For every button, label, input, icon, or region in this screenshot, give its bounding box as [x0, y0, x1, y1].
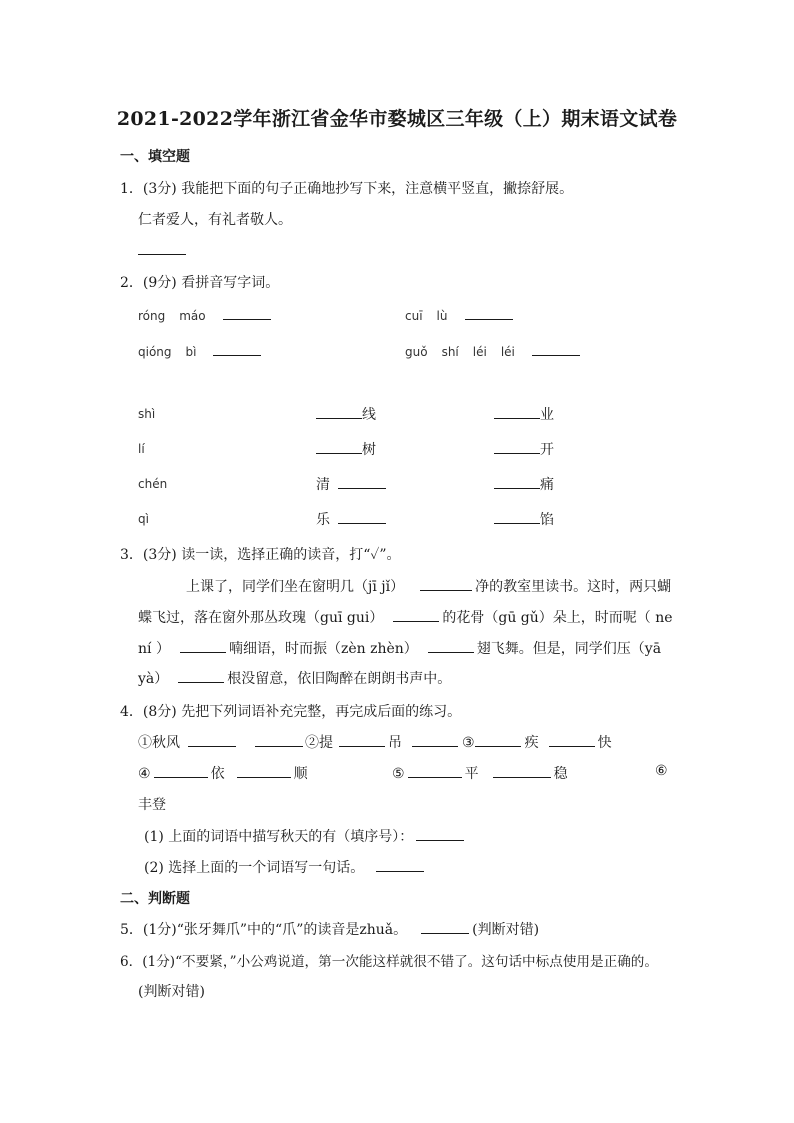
idiom-2: ②提 吊 — [255, 732, 461, 752]
question-3-line-4: yà） 根没留意，依旧陶醉在朗朗书声中。 — [138, 668, 451, 688]
question-3-label: 3．(3分) 读一读，选择正确的读音，打“✓”。 — [120, 547, 401, 563]
pinyin-row-1-left — [138, 305, 274, 323]
pinyin: guǒ — [405, 345, 428, 359]
pinyin-group-qi: qì — [138, 512, 149, 526]
answer-blank[interactable] — [180, 638, 226, 653]
idiom-6-text: 丰登 — [138, 797, 166, 813]
answer-blank[interactable] — [465, 305, 513, 320]
question-1-answer-blank[interactable] — [138, 240, 186, 259]
question-1-label: 1．(3分) 我能把下面的句子正确地抄写下来，注意横平竖直，撇捺舒展。 — [120, 181, 574, 197]
pinyin-group-shi: shì — [138, 407, 156, 421]
answer-blank[interactable] — [154, 763, 208, 778]
answer-blank[interactable] — [494, 439, 540, 454]
question-3-line-1: 上课了，同学们坐在窗明几（jī jǐ） 净的教室里读书。这时，两只蝴 — [186, 576, 671, 596]
word-blank-item: 清 — [316, 474, 389, 494]
pinyin-row-2-right — [405, 341, 583, 359]
answer-blank[interactable] — [188, 732, 236, 747]
answer-blank[interactable] — [213, 341, 261, 356]
word-blank-item: 树 — [316, 439, 376, 459]
pinyin: bì — [185, 345, 197, 359]
question-3-line-3: ní ） 喃细语，时而振（zèn zhèn） 翅飞舞。但是，同学们压（yā — [138, 638, 661, 658]
pinyin: róng — [138, 309, 166, 323]
answer-blank[interactable] — [408, 763, 462, 778]
section-judge-heading: 二、判断题 — [120, 891, 190, 907]
question-6-label: 6．(1分)“不要紧，”小公鸡说道，第一次能这样就很不错了。这句话中标点使用是正确的。 — [120, 954, 658, 970]
pinyin: lù — [436, 309, 448, 323]
question-4-label: 4．(8分) 先把下列词语补充完整，再完成后面的练习。 — [120, 704, 462, 720]
answer-blank[interactable] — [493, 763, 551, 778]
pinyin: cuī — [405, 309, 423, 323]
answer-blank[interactable] — [412, 732, 458, 747]
idiom-1: ①秋风 — [138, 732, 239, 752]
answer-blank[interactable] — [494, 509, 540, 524]
question-1-sentence: 仁者爱人，有礼者敬人。 — [138, 212, 292, 228]
word-blank-item: 痛 — [494, 474, 554, 494]
page-title: 2021-2022学年浙江省金华市婺城区三年级（上）期末语文试卷 — [116, 108, 678, 130]
answer-blank[interactable] — [475, 732, 521, 747]
question-5: 5．(1分)“张牙舞爪”中的“爪”的读音是zhuǎ。 (判断对错) — [120, 919, 539, 939]
pinyin-group-li: lí — [138, 442, 145, 456]
answer-blank[interactable] — [223, 305, 271, 320]
question-6-tail: (判断对错) — [138, 984, 205, 1000]
pinyin-row-2-left — [138, 341, 264, 359]
question-4-sub-2: (2) 选择上面的一个词语写一句话。 — [144, 857, 427, 877]
answer-blank[interactable] — [393, 607, 439, 622]
answer-blank[interactable] — [316, 439, 362, 454]
section-fill-heading: 一、填空题 — [120, 149, 190, 165]
idiom-4: ④ 依 顺 — [138, 763, 308, 783]
idiom-5: ⑤ 平 稳 — [392, 763, 568, 783]
word-blank-item: 馅 — [494, 509, 554, 529]
answer-blank[interactable] — [338, 509, 386, 524]
answer-blank[interactable] — [376, 857, 424, 872]
word-blank-item: 乐 — [316, 509, 389, 529]
answer-blank[interactable] — [338, 474, 386, 489]
idiom-3: ③ 疾 快 — [462, 732, 612, 752]
answer-blank[interactable] — [416, 826, 464, 841]
answer-blank[interactable] — [494, 404, 540, 419]
answer-blank[interactable] — [420, 576, 472, 591]
question-4-sub-1: (1) 上面的词语中描写秋天的有（填序号）： — [144, 826, 467, 846]
question-2-label: 2．(9分) 看拼音写字词。 — [120, 275, 280, 291]
answer-blank[interactable] — [421, 919, 469, 934]
pinyin: léi — [500, 345, 515, 359]
answer-blank[interactable] — [255, 732, 303, 747]
answer-blank[interactable] — [237, 763, 291, 778]
answer-blank[interactable] — [494, 474, 540, 489]
word-blank-item: 开 — [494, 439, 554, 459]
pinyin-row-1-right — [405, 305, 516, 323]
pinyin: shí — [441, 345, 459, 359]
answer-blank[interactable] — [549, 732, 595, 747]
answer-blank[interactable] — [428, 638, 474, 653]
answer-blank[interactable] — [339, 732, 385, 747]
word-blank-item: 线 — [316, 404, 376, 424]
pinyin: máo — [179, 309, 206, 323]
pinyin: qióng — [138, 345, 172, 359]
answer-blank[interactable] — [316, 404, 362, 419]
answer-blank[interactable] — [532, 341, 580, 356]
word-blank-item: 业 — [494, 404, 554, 424]
pinyin: léi — [472, 345, 487, 359]
pinyin-group-chen: chén — [138, 477, 168, 491]
answer-blank[interactable] — [178, 668, 224, 683]
idiom-6-number: ⑥ — [655, 763, 668, 779]
question-3-line-2: 蝶飞过，落在窗外那丛玫瑰（guī gui） 的花骨（gū gǔ）朵上，时而呢（ ne — [138, 607, 673, 627]
